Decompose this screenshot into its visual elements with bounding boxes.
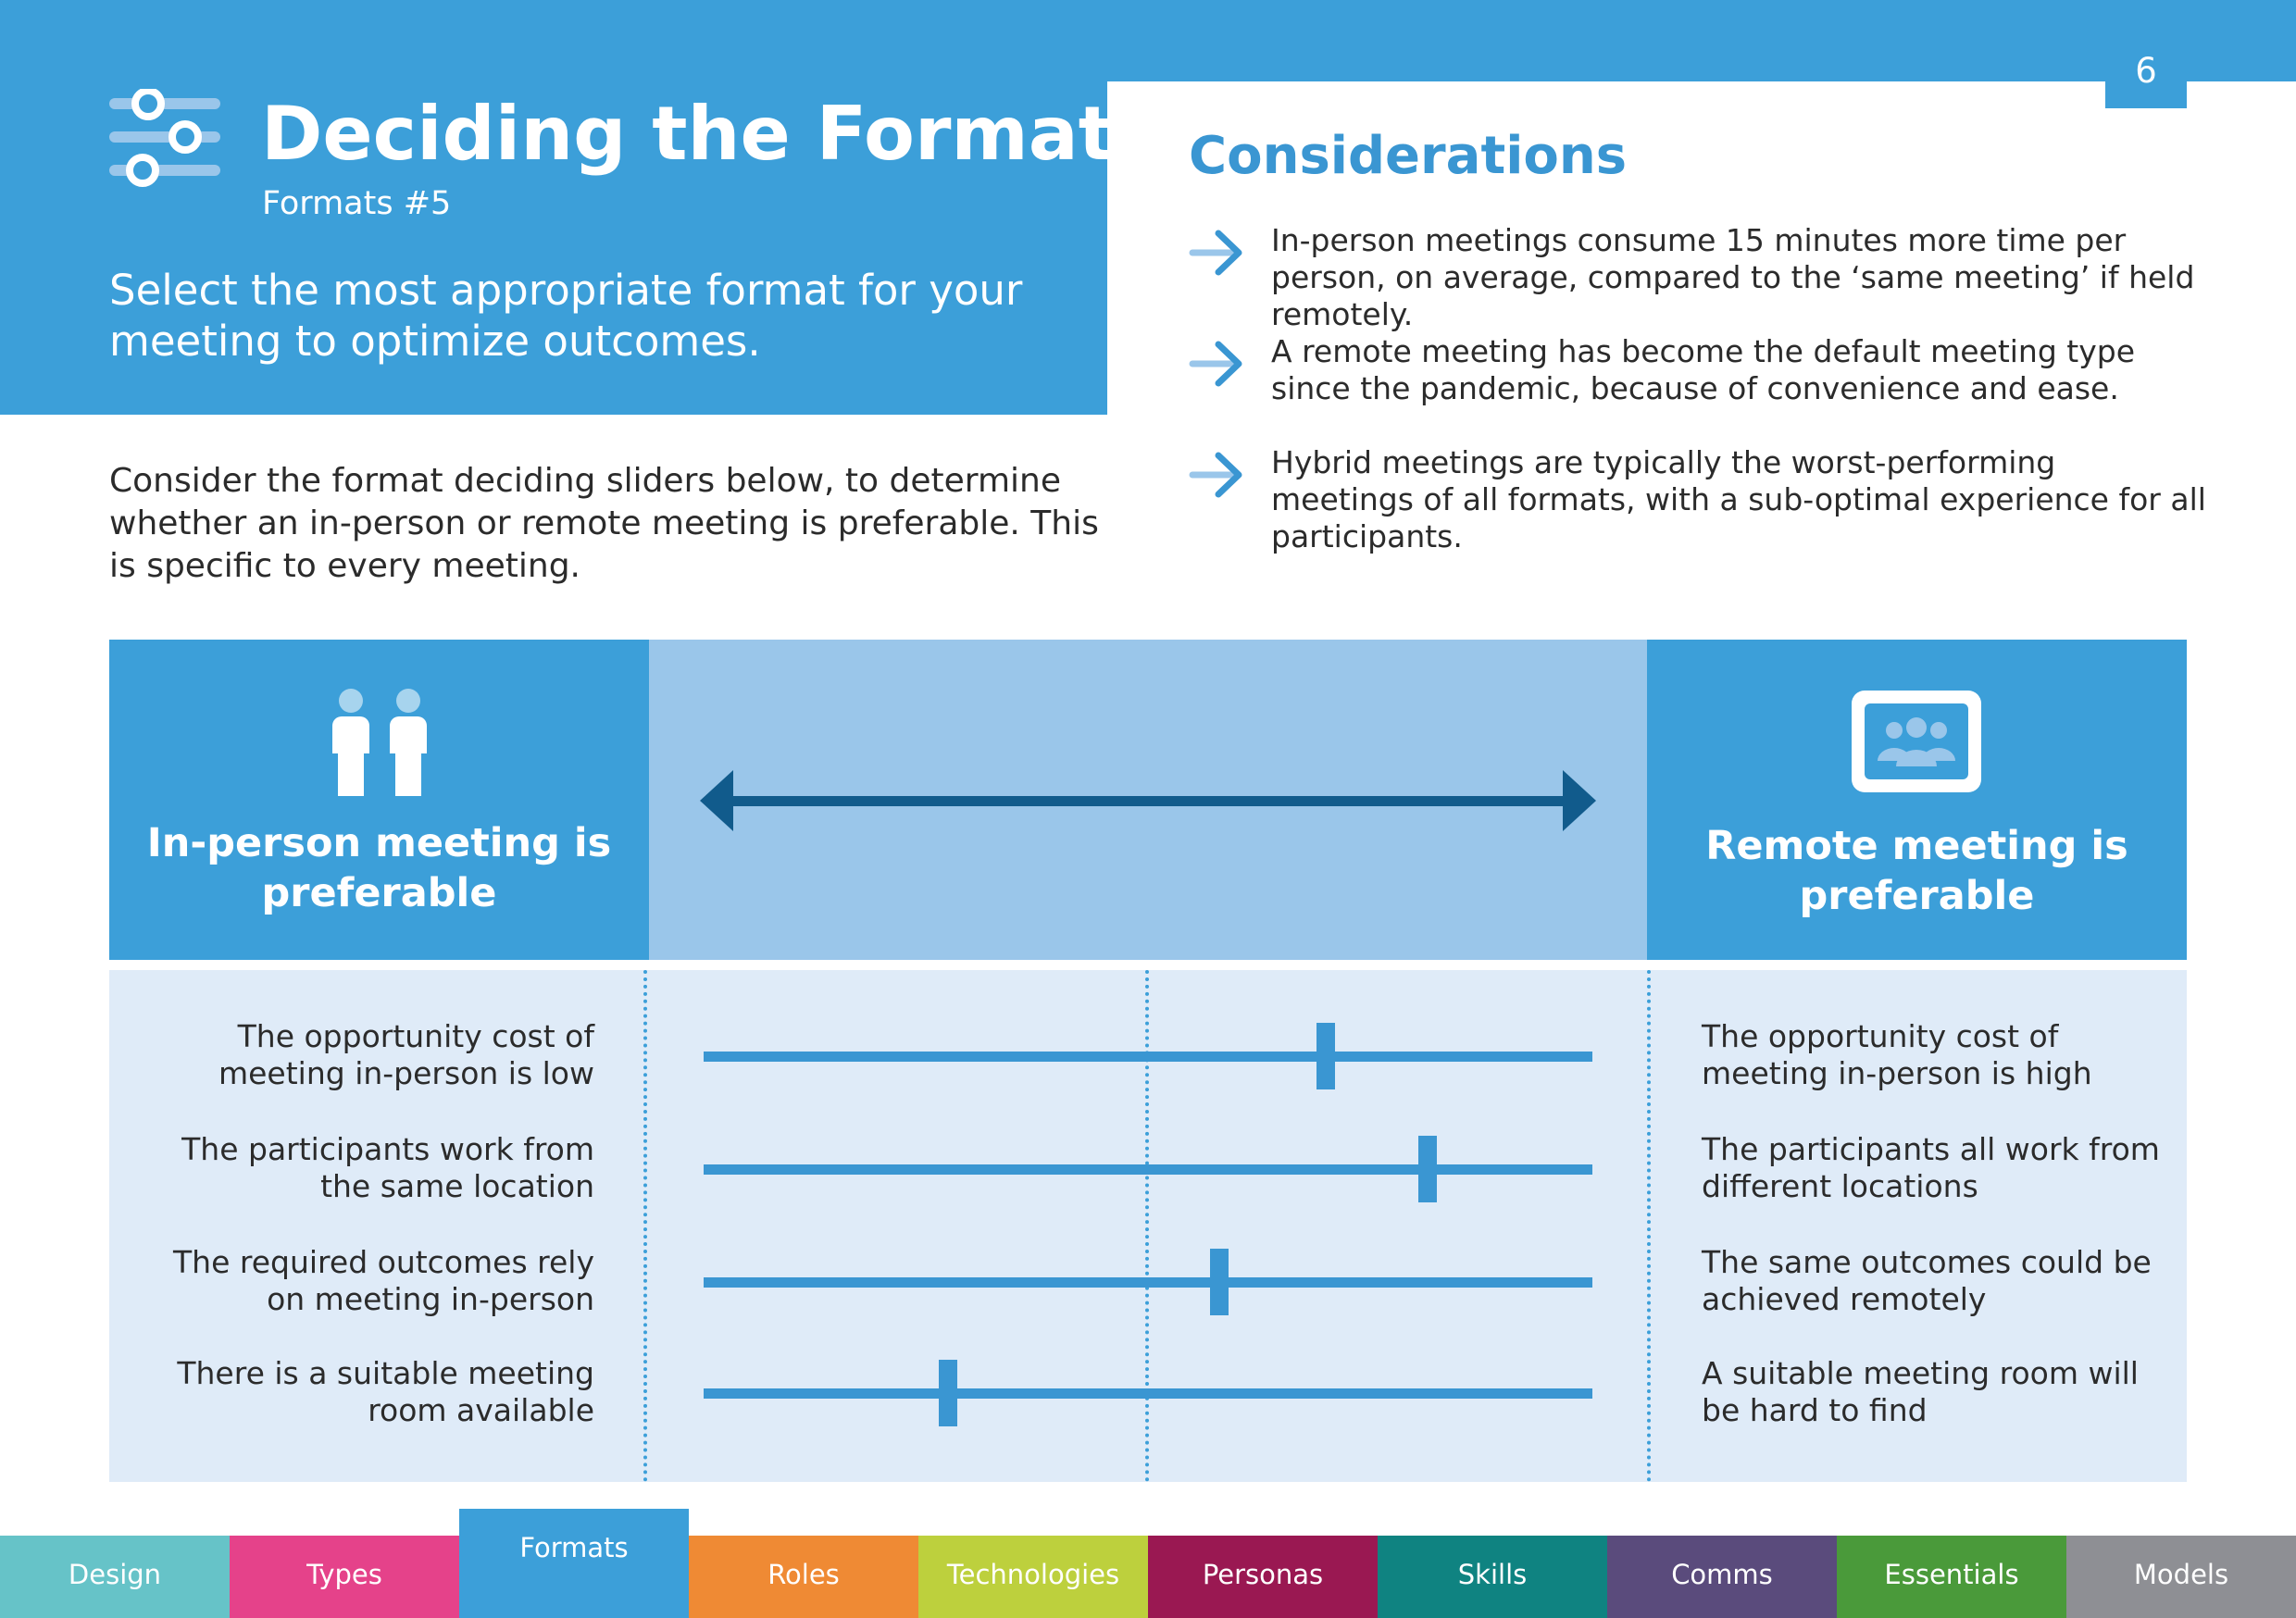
- consideration-text: In-person meetings consume 15 minutes more time per person, on average, compared to the ‘same meeting’ if held remotely.: [1271, 222, 2195, 332]
- intro-text: Consider the format deciding sliders below, to determine whether an in-person or remote meeting is preferable. This is specific to every meeting.: [109, 462, 1099, 585]
- page-title: Deciding the Format: [261, 91, 1114, 177]
- nav-tab-skills[interactable]: Skills: [1378, 1536, 1607, 1618]
- slider-left-label: The opportunity cost of meeting in-person is low: [218, 1018, 594, 1091]
- page-number: 6: [2105, 48, 2187, 108]
- arrow-right-icon: [1189, 230, 1244, 276]
- nav-tab-comms[interactable]: Comms: [1607, 1536, 1837, 1618]
- slider-left-label: There is a suitable meeting room available: [177, 1355, 594, 1428]
- slider-right-label: The opportunity cost of meeting in-person is high: [1702, 1018, 2092, 1091]
- nav-tab-design[interactable]: Design: [0, 1536, 230, 1618]
- nav-tab-roles[interactable]: Roles: [689, 1536, 918, 1618]
- slider-handle[interactable]: [1316, 1023, 1335, 1089]
- right-divider: [1647, 970, 1651, 1482]
- center-divider: [1145, 970, 1149, 1482]
- remote-label: Remote meeting is preferable: [1705, 823, 2128, 919]
- consideration-text: Hybrid meetings are typically the worst-performing meetings of all formats, with a sub-optimal experience for all participants.: [1271, 444, 2206, 554]
- nav-tab-essentials[interactable]: Essentials: [1837, 1536, 2066, 1618]
- left-divider: [643, 970, 647, 1482]
- video-conference-icon: [1848, 687, 1985, 796]
- slider-track[interactable]: [704, 1164, 1592, 1175]
- page-subtitle: Formats #5: [262, 185, 452, 222]
- in-person-label: In-person meeting is preferable: [146, 820, 612, 916]
- nav-tab-technologies[interactable]: Technologies: [918, 1536, 1148, 1618]
- nav-tab-personas[interactable]: Personas: [1148, 1536, 1378, 1618]
- slider-track[interactable]: [704, 1388, 1592, 1399]
- slider-track[interactable]: [704, 1052, 1592, 1062]
- lead-text: Select the most appropriate format for your meeting to optimize outcomes.: [109, 266, 1023, 366]
- arrow-right-icon: [1189, 452, 1244, 498]
- nav-tab-types[interactable]: Types: [230, 1536, 459, 1618]
- slider-handle[interactable]: [939, 1360, 957, 1426]
- arrow-right-icon: [1189, 341, 1244, 387]
- slider-right-label: The participants all work from different locations: [1702, 1131, 2160, 1204]
- slider-right-label: The same outcomes could be achieved remotely: [1702, 1244, 2152, 1317]
- nav-tab-models[interactable]: Models: [2066, 1536, 2296, 1618]
- slider-left-label: The required outcomes rely on meeting in-person: [173, 1244, 594, 1317]
- double-arrow-icon: [700, 766, 1596, 835]
- slider-left-label: The participants work from the same location: [181, 1131, 594, 1204]
- consideration-text: A remote meeting has become the default meeting type since the pandemic, because of convenience and ease.: [1271, 333, 2136, 406]
- people-icon: [329, 687, 430, 798]
- sliders-icon: [109, 89, 220, 191]
- slider-handle[interactable]: [1418, 1136, 1437, 1202]
- nav-tab-formats[interactable]: Formats: [459, 1509, 689, 1618]
- slider-handle[interactable]: [1210, 1249, 1229, 1315]
- considerations-heading: Considerations: [1189, 126, 1628, 186]
- slider-right-label: A suitable meeting room will be hard to find: [1702, 1355, 2139, 1428]
- slider-track[interactable]: [704, 1277, 1592, 1288]
